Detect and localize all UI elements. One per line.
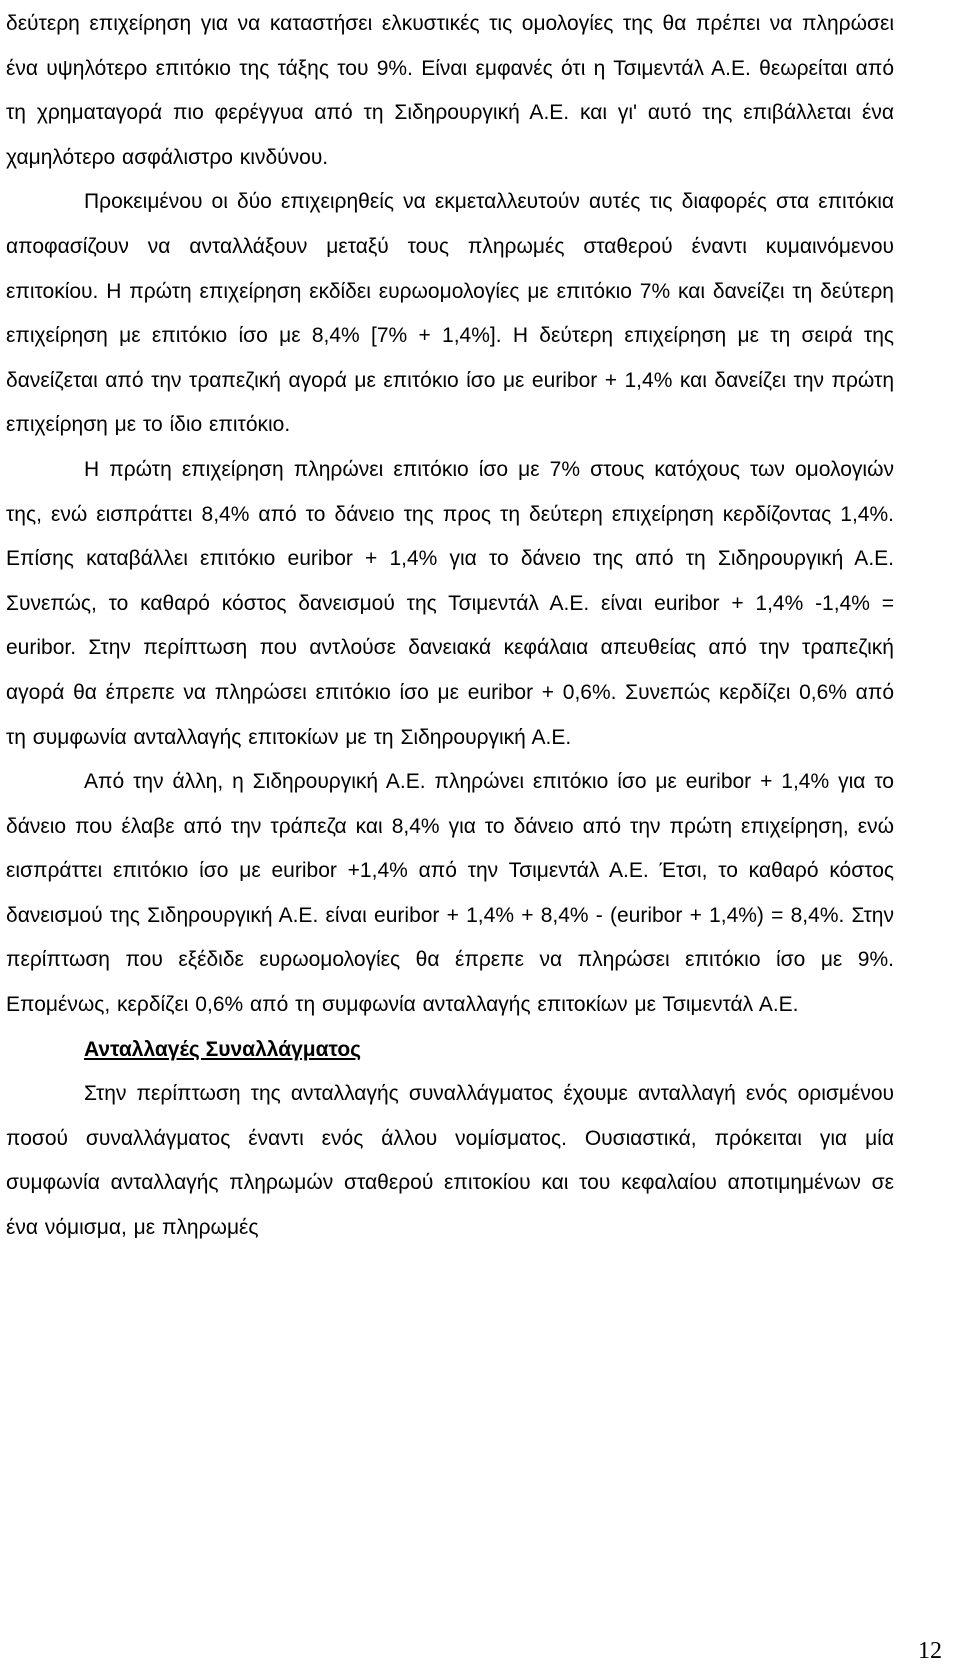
paragraph-1: δεύτερη επιχείρηση για να καταστήσει ελκυστικές τις ομολογίες της θα πρέπει να πληρώσει ένα υψηλότερο επιτόκιο της τάξης του 9%. Είναι εμφανές ότι η Τσιμεντάλ Α.Ε. θεωρείται από τη χρηματαγορά πιο φερέγγυα από τη Σιδηρουργική Α.Ε. και γι' αυτό της επιβάλλεται ένα χαμηλότερο ασφάλιστρο κινδύνου.	[6, 12, 894, 169]
section-heading: Ανταλλαγές Συναλλάγματος	[84, 1037, 362, 1061]
paragraph-2: Προκειμένου οι δύο επιχειρηθείς να εκμεταλλευτούν αυτές τις διαφορές στα επιτόκια αποφασίζουν να ανταλλάξουν μεταξύ τους πληρωμές σταθερού έναντι κυμαινόμενου επιτοκίου. Η πρώτη επιχείρηση εκδίδει ευρωομολογίες με επιτόκιο 7% και δανείζει τη δεύτερη επιχείρηση με επιτόκιο ίσο με 8,4% [7% + 1,4%]. Η δεύτερη επιχείρηση με τη σειρά της δανείζεται από την τραπεζική αγορά με επιτόκιο ίσο με euribor + 1,4% και δανείζει την πρώτη επιχείρηση με το ίδιο επιτόκιο.	[6, 190, 894, 437]
page-number: 12	[918, 1638, 942, 1664]
paragraph-4: Από την άλλη, η Σιδηρουργική Α.Ε. πληρώνει επιτόκιο ίσο με euribor + 1,4% για το δάνειο που έλαβε από την τράπεζα και 8,4% για το δάνειο από την πρώτη επιχείρηση, ενώ εισπράττει επιτόκιο ίσο με euribor +1,4% από την Τσιμεντάλ Α.Ε. Έτσι, το καθαρό κόστος δανεισμού της Σιδηρουργική Α.Ε. είναι euribor + 1,4% + 8,4% - (euribor + 1,4%) = 8,4%. Στην περίπτωση που εξέδιδε ευρωομολογίες θα έπρεπε να πληρώσει επιτόκιο ίσο με 9%. Επομένως, κερδίζει 0,6% από τη συμφωνία ανταλλαγής επιτοκίων με Τσιμεντάλ Α.Ε.	[6, 770, 894, 1017]
paragraph-5: Στην περίπτωση της ανταλλαγής συναλλάγματος έχουμε ανταλλαγή ενός ορισμένου ποσού συναλλάγματος έναντι ενός άλλου νομίσματος. Ουσιαστικά, πρόκειται για μία συμφωνία ανταλλαγής πληρωμών σταθερού επιτοκίου και του κεφαλαίου αποτιμημένων σε ένα νόμισμα, με πληρωμές	[6, 1082, 894, 1240]
document-page	[6, 0, 894, 1251]
paragraph-3: Η πρώτη επιχείρηση πληρώνει επιτόκιο ίσο με 7% στους κατόχους των ομολογιών της, ενώ εισπράττει 8,4% από το δάνειο της προς τη δεύτερη επιχείρηση κερδίζοντας 1,4%. Επίσης καταβάλλει επιτόκιο euribor + 1,4% για το δάνειο της από τη Σιδηρουργική Α.Ε. Συνεπώς, το καθαρό κόστος δανεισμού της Τσιμεντάλ Α.Ε. είναι euribor + 1,4% -1,4% = euribor. Στην περίπτωση που αντλούσε δανειακά κεφάλαια απευθείας από την τραπεζική αγορά θα έπρεπε να πληρώσει επιτόκιο ίσο με euribor + 0,6%. Συνεπώς κερδίζει 0,6% από τη συμφωνία ανταλλαγής επιτοκίων με τη Σιδηρουργική Α.Ε.	[6, 457, 894, 749]
